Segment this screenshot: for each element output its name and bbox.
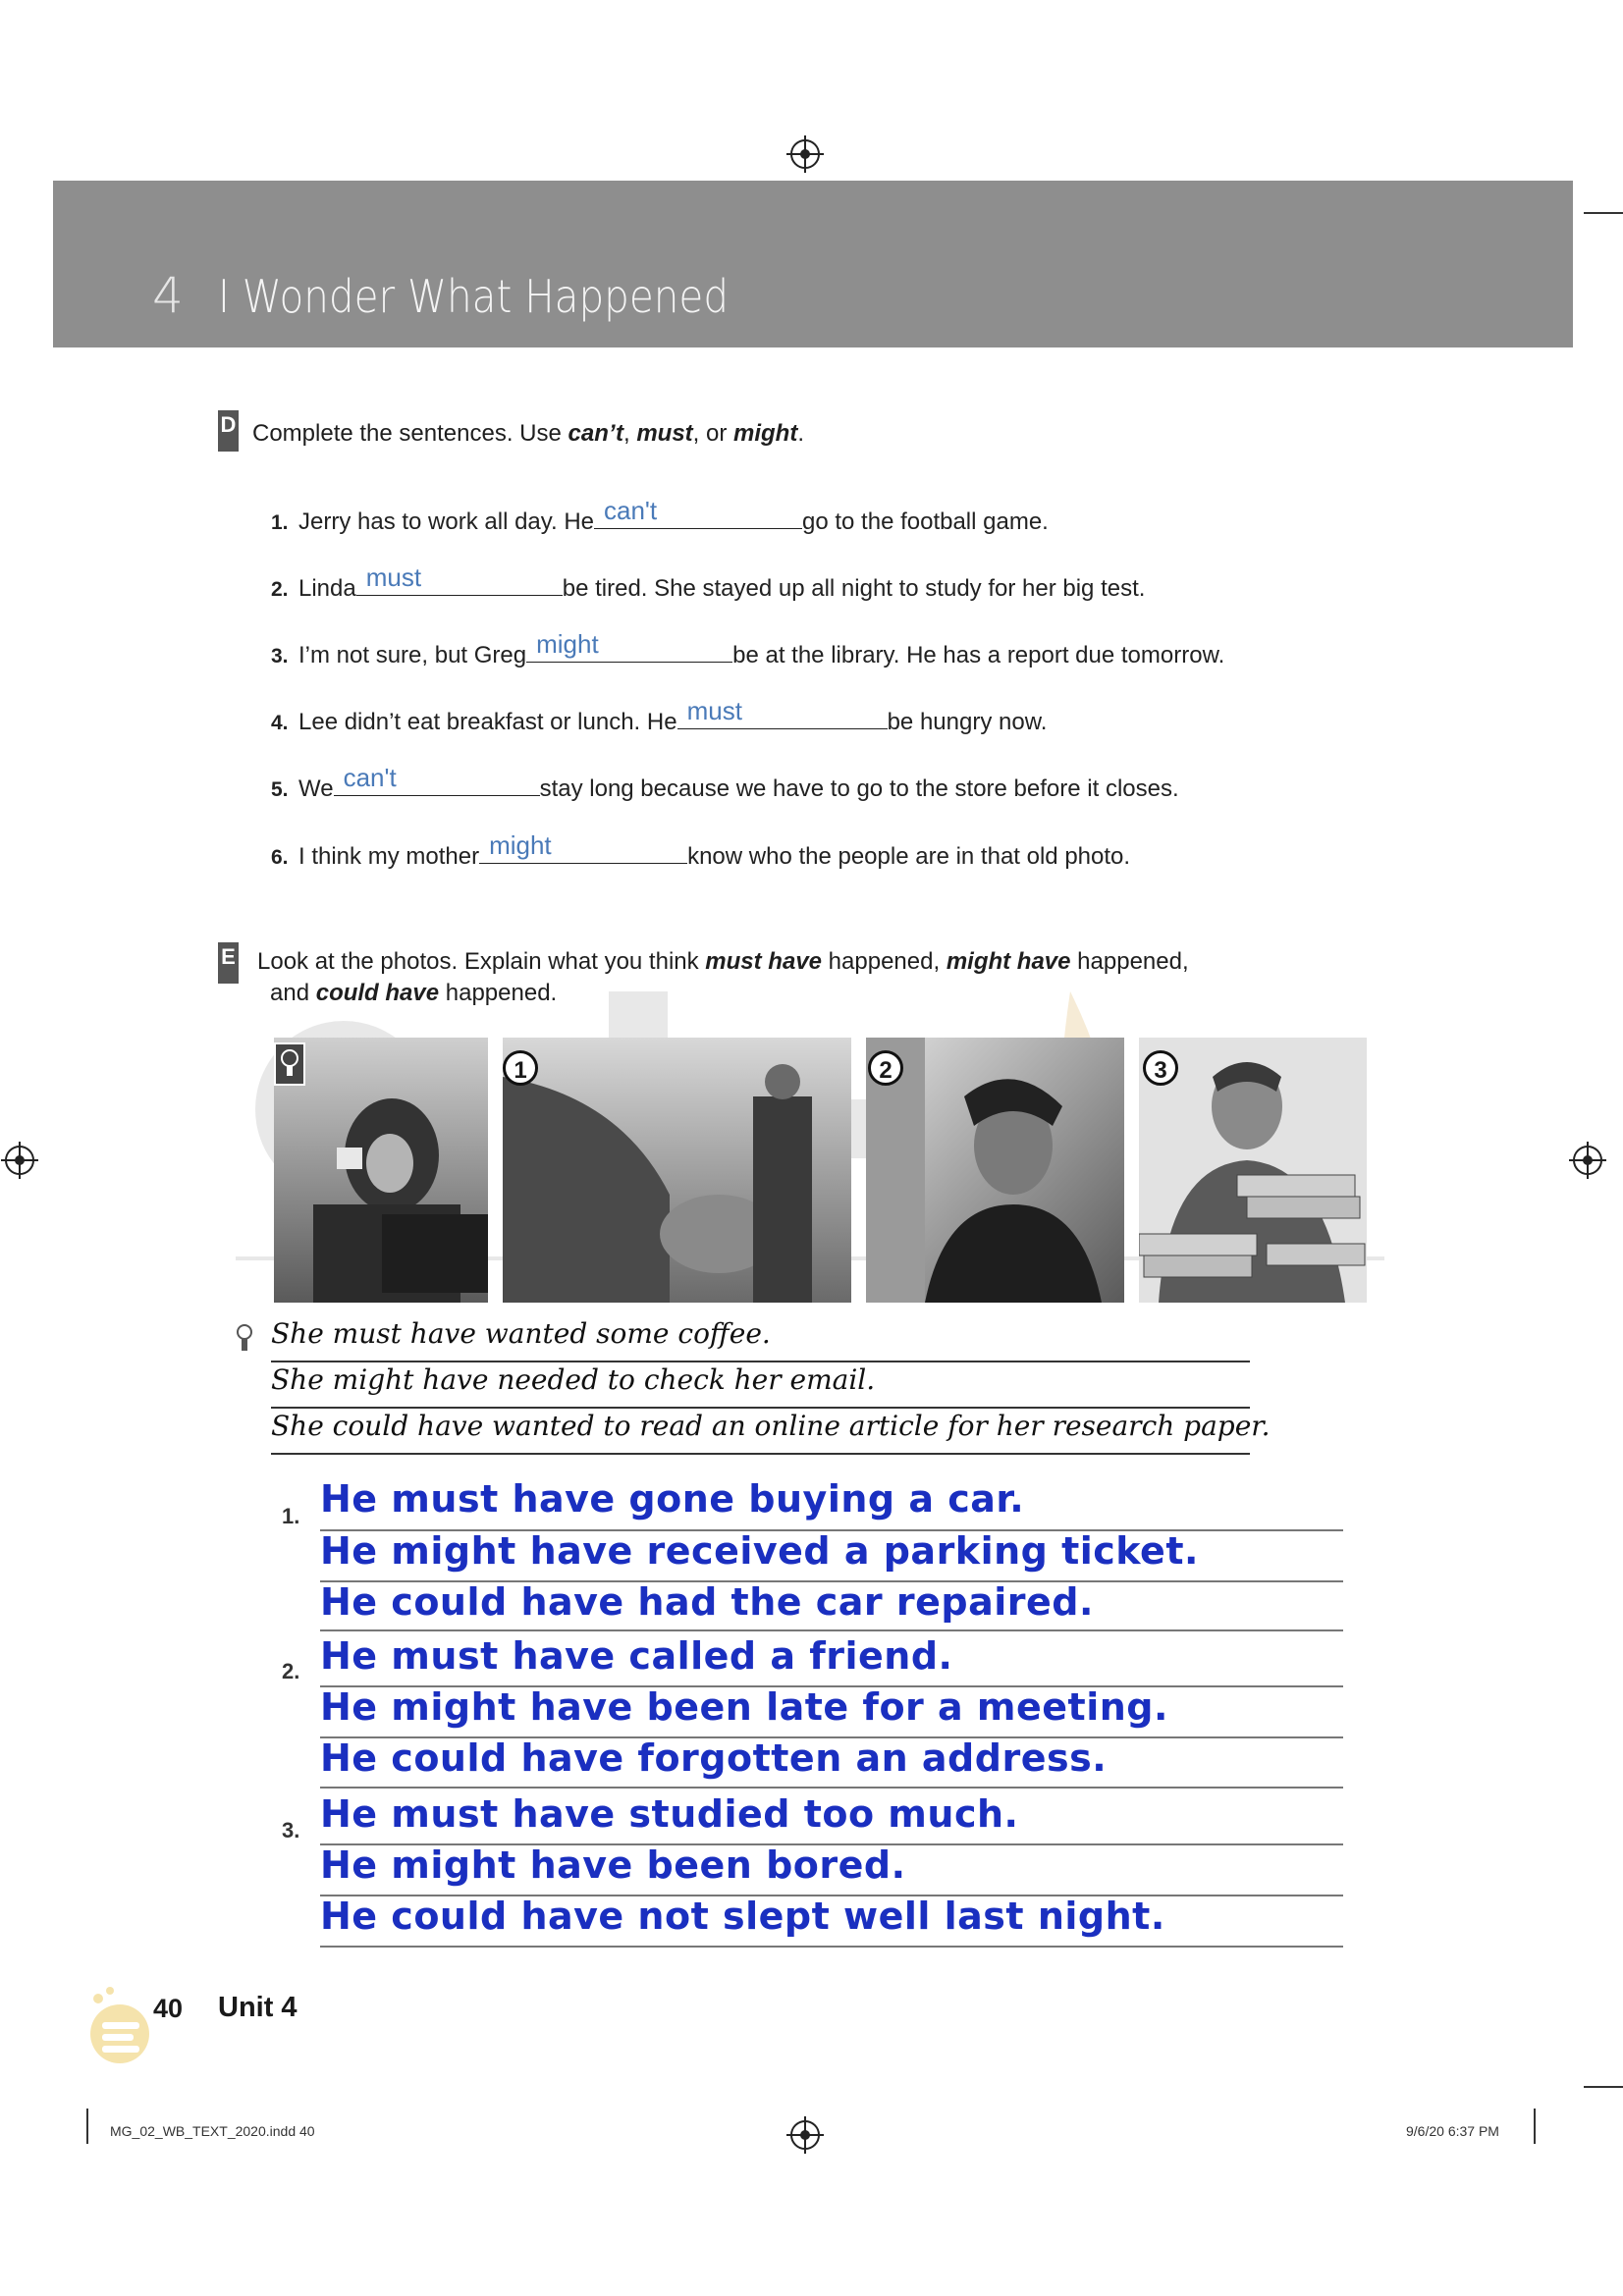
sentence-item: 1. Jerry has to work all day. He can't go to the football game. bbox=[271, 496, 1049, 535]
answer-line[interactable]: He must have gone buying a car. bbox=[320, 1477, 1343, 1531]
section-e-tag: E bbox=[218, 942, 239, 984]
answer-line[interactable]: He could have not slept well last night. bbox=[320, 1895, 1343, 1948]
publisher-logo-icon bbox=[84, 1983, 153, 2071]
answer-line[interactable]: He must have called a friend. bbox=[320, 1634, 1343, 1687]
registration-mark-right bbox=[1573, 1146, 1602, 1175]
photo-1-man-car bbox=[503, 1038, 851, 1303]
photo-number-1: 1 bbox=[503, 1050, 538, 1086]
answer-line[interactable]: He might have been bored. bbox=[320, 1843, 1343, 1896]
file-info: MG_02_WB_TEXT_2020.indd 40 bbox=[110, 2123, 315, 2139]
page-number: 40 bbox=[153, 1994, 184, 2023]
sentence-item: 4. Lee didn’t eat breakfast or lunch. He must be hungry now. bbox=[271, 696, 1048, 735]
crop-mark bbox=[86, 2109, 88, 2144]
section-d-instruction: Complete the sentences. Use can’t, must, or might. bbox=[252, 420, 804, 447]
unit-number: 4 bbox=[152, 267, 184, 324]
answer-line[interactable]: He could have forgotten an address. bbox=[320, 1736, 1343, 1789]
example-lightbulb-icon bbox=[274, 1042, 305, 1086]
section-e-instruction-line2: and could have happened. bbox=[270, 980, 558, 1006]
answer-blank[interactable]: can't bbox=[334, 764, 540, 796]
registration-mark-bottom bbox=[790, 2120, 820, 2150]
unit-label: Unit 4 bbox=[218, 1992, 298, 2023]
answer-number: 1. bbox=[282, 1504, 300, 1528]
answer-line[interactable]: He might have received a parking ticket. bbox=[320, 1529, 1343, 1582]
unit-title: I Wonder What Happened bbox=[218, 270, 730, 323]
photo-2-man-phone bbox=[866, 1038, 1124, 1303]
example-lightbulb-icon bbox=[236, 1323, 253, 1357]
section-e-instruction-line1: Look at the photos. Explain what you think must have happened, might have happened, bbox=[257, 948, 1189, 975]
example-line: She must have wanted some coffee. bbox=[271, 1317, 1250, 1362]
sentence-item: 3. I’m not sure, but Greg might be at the library. He has a report due tomorrow. bbox=[271, 629, 1225, 668]
photo-example-woman-coffee bbox=[274, 1038, 488, 1303]
answer-blank[interactable]: can't bbox=[594, 497, 802, 529]
answer-line[interactable]: He must have studied too much. bbox=[320, 1792, 1343, 1845]
date-info: 9/6/20 6:37 PM bbox=[1406, 2123, 1499, 2139]
answer-blank[interactable]: must bbox=[677, 697, 888, 729]
answer-number: 3. bbox=[282, 1818, 300, 1842]
answer-blank[interactable]: might bbox=[526, 630, 732, 663]
answer-line[interactable]: He could have had the car repaired. bbox=[320, 1580, 1343, 1631]
answer-blank[interactable]: might bbox=[479, 831, 687, 864]
sentence-item: 6. I think my mother might know who the people are in that old photo. bbox=[271, 830, 1131, 870]
crop-mark bbox=[1584, 2086, 1623, 2088]
registration-mark-top bbox=[790, 139, 820, 169]
answer-blank[interactable]: must bbox=[356, 563, 563, 596]
registration-mark-left bbox=[5, 1146, 34, 1175]
example-line: She might have needed to check her email. bbox=[271, 1363, 1250, 1409]
sentence-item: 5. We can't stay long because we have to go to the store before it closes. bbox=[271, 763, 1179, 802]
sentence-item: 2. Linda must be tired. She stayed up all night to study for her big test. bbox=[271, 562, 1146, 602]
crop-mark bbox=[1584, 212, 1623, 214]
photo-number-3: 3 bbox=[1143, 1050, 1178, 1086]
section-d-tag: D bbox=[218, 410, 239, 452]
answer-line[interactable]: He might have been late for a meeting. bbox=[320, 1685, 1343, 1738]
crop-mark bbox=[1534, 2109, 1536, 2144]
example-line: She could have wanted to read an online article for her research paper. bbox=[271, 1410, 1250, 1455]
answer-number: 2. bbox=[282, 1659, 300, 1683]
photo-number-2: 2 bbox=[868, 1050, 903, 1086]
